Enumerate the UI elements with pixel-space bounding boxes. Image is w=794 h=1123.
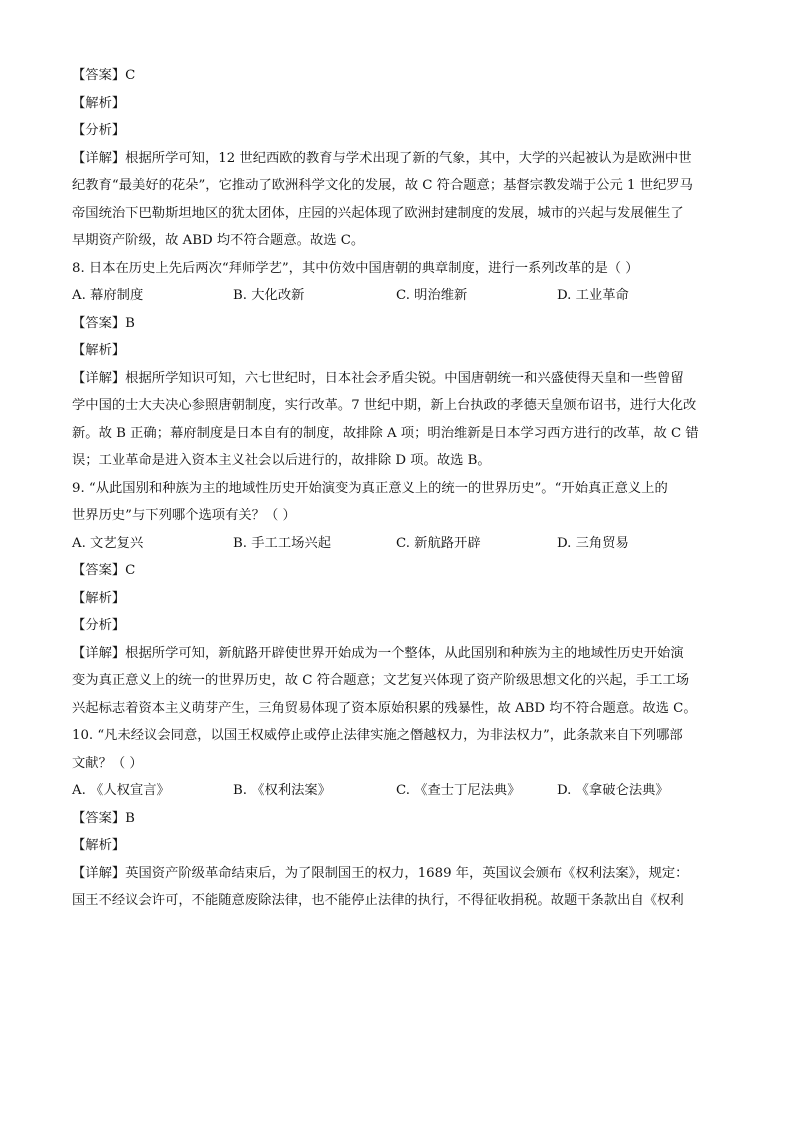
- options-row: [72, 530, 727, 558]
- question-9: [72, 475, 727, 530]
- option-d: D. 工业革命: [557, 288, 629, 303]
- detail-line: 新。故 B 正确；幕府制度是日本自有的制度，故排除 A 项；明治维新是日本学习西方进行的改革，故 C 错: [72, 425, 699, 441]
- options-row: [72, 777, 727, 805]
- question-line: 9. “从此国别和种族为主的地域性历史开始演变为真正意义上的统一的世界历史”。“开始真正意义上的: [72, 480, 668, 496]
- detail-line: 早期资产阶级，故 ABD 均不符合题意。故选 C。: [72, 233, 365, 248]
- analysis-label: 【解析】: [72, 343, 126, 358]
- detail-line: 误；工业革命是进入资本主义社会以后进行的，故排除 D 项。故选 B。: [72, 453, 491, 468]
- options-row: [72, 282, 727, 310]
- fenxi-label: 【分析】: [72, 123, 126, 138]
- detail-line: 兴起标志着资本主义萌芽产生，三角贸易体现了资本原始积累的残暴性，故 ABD 均不符合题意。故选 C。: [72, 700, 697, 716]
- option-c: C. 《查士丁尼法典》: [396, 783, 521, 798]
- detail-line: 【详解】根据所学可知，12 世纪西欧的教育与学术出现了新的气象，其中，大学的兴起被认为是欧洲中世: [72, 150, 692, 166]
- analysis-label: 【解析】: [72, 590, 126, 606]
- question-line: 文献？（ ）: [72, 755, 143, 771]
- option-c: C. 新航路开辟: [396, 535, 481, 551]
- option-b: B. 《权利法案》: [233, 783, 332, 798]
- answer-label: 【答案】C: [72, 563, 136, 578]
- option-a: A. 《人权宣言》: [72, 783, 170, 798]
- question-10: [72, 722, 727, 777]
- detail-paragraph: [72, 145, 727, 255]
- option-a: A. 文艺复兴: [72, 535, 144, 551]
- detail-line: 【详解】根据所学可知，新航路开辟使世界开始成为一个整体，从此国别和种族为主的地域性历史开始演: [72, 645, 684, 661]
- detail-paragraph: [72, 640, 727, 723]
- detail-line: 【详解】英国资产阶级革命结束后，为了限制国王的权力，1689 年，英国议会颁布《权利法案》，规定：: [72, 865, 689, 881]
- question-line: 世界历史”与下列哪个选项有关？（ ）: [72, 508, 296, 523]
- answer-label: 【答案】C: [72, 68, 136, 83]
- detail-line: 帝国统治下巴勒斯坦地区的犹太团体，庄园的兴起体现了欧洲封建制度的发展，城市的兴起与发展催生了: [72, 205, 684, 221]
- fenxi-label: 【分析】: [72, 618, 126, 633]
- analysis-label: 【解析】: [72, 838, 126, 853]
- analysis-label: 【解析】: [72, 95, 126, 111]
- detail-line: 学中国的士大夫决心参照唐朝制度，实行改革。7 世纪中期，新上台执政的孝德天皇颁布诏书，进行大化改: [72, 398, 697, 413]
- detail-paragraph: [72, 365, 727, 475]
- detail-line: 纪教育“最美好的花朵”，它推动了欧洲科学文化的发展，故 C 符合题意；基督宗教发端于公元 1 世纪罗马: [72, 178, 693, 193]
- detail-line: 变为真正意义上的统一的世界历史，故 C 符合题意；文艺复兴体现了资产阶级思想文化的兴起，手工工场: [72, 673, 689, 688]
- detail-line: 【详解】根据所学知识可知，六七世纪时，日本社会矛盾尖锐。中国唐朝统一和兴盛使得天皇和一些曾留: [72, 370, 684, 386]
- detail-paragraph: [72, 860, 727, 915]
- option-a: A. 幕府制度: [72, 288, 144, 303]
- document-page: [72, 62, 727, 915]
- option-c: C. 明治维新: [396, 288, 468, 303]
- option-b: B. 手工工场兴起: [233, 535, 332, 551]
- question-8: 8. 日本在历史上先后两次“拜师学艺”，其中仿效中国唐朝的典章制度，进行一系列改革的是（ ）: [72, 260, 639, 276]
- option-b: B. 大化改新: [233, 288, 305, 303]
- option-d: D. 《拿破仑法典》: [557, 783, 669, 798]
- answer-label: 【答案】B: [72, 315, 135, 331]
- question-line: 10. “凡未经议会同意，以国王权威停止或停止法律实施之僭越权力，为非法权力”，此条款来自下列哪部: [72, 728, 683, 743]
- option-d: D. 三角贸易: [557, 535, 629, 551]
- detail-line: 国王不经议会许可，不能随意废除法律，也不能停止法律的执行，不得征收捐税。故题干条款出自《权利: [72, 893, 684, 908]
- answer-label: 【答案】B: [72, 810, 135, 826]
